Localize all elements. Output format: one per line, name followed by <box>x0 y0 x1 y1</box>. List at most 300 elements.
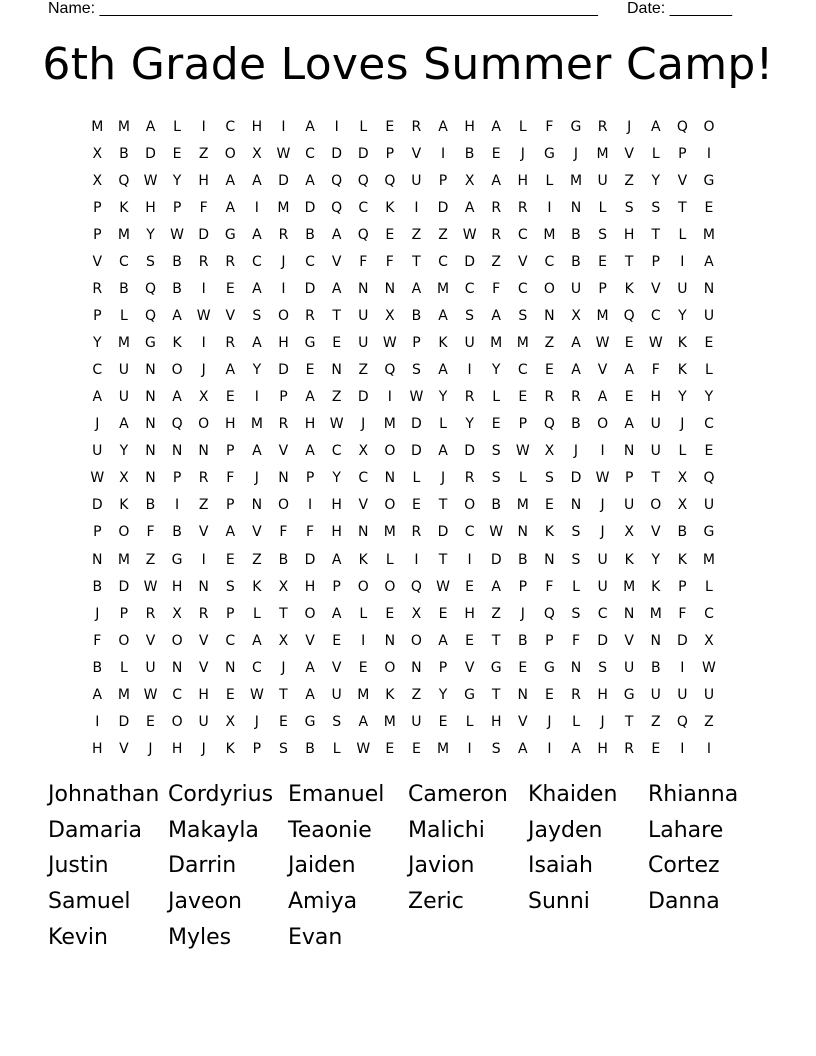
grid-letter: S <box>146 253 155 270</box>
grid-letter: M <box>702 226 715 243</box>
grid-letter: F <box>306 524 315 541</box>
grid-letter: P <box>678 578 687 595</box>
grid-letter: L <box>119 307 128 324</box>
grid-letter: J <box>95 605 100 622</box>
grid-letter: H <box>517 172 529 189</box>
grid-letter: F <box>385 253 394 270</box>
grid-letter: X <box>198 389 209 406</box>
grid-letter: B <box>92 659 103 676</box>
grid-letter: C <box>225 632 236 649</box>
grid-letter: C <box>331 443 342 460</box>
grid-letter: N <box>384 280 396 297</box>
grid-letter: L <box>518 118 527 135</box>
grid-letter: Y <box>465 416 474 433</box>
grid-letter: F <box>359 253 368 270</box>
grid-letter: Z <box>331 389 342 406</box>
grid-letter: V <box>145 632 156 649</box>
grid-letter: A <box>518 740 528 757</box>
grid-letter: R <box>464 470 475 487</box>
grid-letter: I <box>175 497 180 514</box>
word-bank-item: Emanuel <box>288 782 385 808</box>
grid-letter: J <box>201 740 206 757</box>
grid-letter: B <box>305 226 315 243</box>
grid-letter: J <box>254 470 259 487</box>
grid-letter: R <box>225 335 236 352</box>
grid-letter: W <box>462 226 477 243</box>
grid-letter: J <box>520 145 525 162</box>
word-bank-item: Kevin <box>48 924 108 950</box>
grid-letter: E <box>491 416 501 433</box>
grid-letter: U <box>650 416 661 433</box>
grid-letter: Z <box>491 605 501 622</box>
grid-letter: J <box>281 659 286 676</box>
grid-letter: L <box>572 578 580 595</box>
grid-letter: F <box>545 578 554 595</box>
grid-letter: G <box>145 335 156 352</box>
grid-letter: E <box>385 118 395 135</box>
grid-letter: P <box>252 740 262 757</box>
grid-letter: Z <box>704 713 714 730</box>
grid-letter: C <box>305 253 315 270</box>
grid-letter: Y <box>172 172 182 189</box>
grid-letter: D <box>437 199 449 216</box>
word-bank-item: Myles <box>168 924 232 950</box>
grid-letter: L <box>173 118 181 135</box>
grid-letter: V <box>119 740 129 757</box>
grid-letter: I <box>307 497 313 514</box>
grid-letter: K <box>225 740 235 757</box>
grid-letter: N <box>357 524 369 541</box>
grid-letter: N <box>145 443 156 460</box>
grid-letter: Q <box>331 172 343 189</box>
grid-letter: V <box>331 253 342 270</box>
grid-letter: W <box>595 470 610 487</box>
grid-letter: X <box>278 578 289 595</box>
grid-letter: L <box>518 470 527 487</box>
grid-letter: X <box>677 470 688 487</box>
grid-letter: O <box>224 145 236 162</box>
grid-letter: A <box>331 605 342 622</box>
word-bank-item: Jaiden <box>288 853 356 879</box>
grid-letter: D <box>357 145 369 162</box>
grid-letter: I <box>201 551 206 568</box>
grid-letter: U <box>677 280 688 297</box>
grid-letter: R <box>225 253 236 270</box>
grid-letter: L <box>651 145 660 162</box>
grid-letter: R <box>92 280 103 297</box>
grid-letter: X <box>119 470 129 487</box>
grid-letter: T <box>438 497 448 514</box>
grid-letter: P <box>93 226 102 243</box>
grid-letter: M <box>117 226 130 243</box>
grid-letter: G <box>543 145 555 162</box>
grid-letter: K <box>252 578 262 595</box>
grid-letter: F <box>199 199 208 216</box>
grid-letter: E <box>146 713 155 730</box>
word-bank-item: Lahare <box>648 817 724 843</box>
grid-letter: R <box>544 389 555 406</box>
grid-letter: X <box>385 307 395 324</box>
grid-letter: G <box>703 172 715 189</box>
word-bank-item: Cortez <box>648 853 720 879</box>
grid-letter: N <box>517 524 529 541</box>
grid-letter: B <box>172 253 182 270</box>
grid-letter: T <box>624 713 634 730</box>
grid-letter: K <box>358 551 368 568</box>
grid-letter: H <box>331 524 342 541</box>
grid-letter: Q <box>384 362 396 379</box>
grid-letter: M <box>357 686 370 703</box>
grid-letter: Q <box>623 307 635 324</box>
grid-letter: E <box>385 740 395 757</box>
grid-letter: Z <box>491 253 501 270</box>
grid-letter: N <box>570 497 582 514</box>
grid-letter: K <box>438 335 448 352</box>
grid-letter: U <box>92 443 103 460</box>
grid-letter: U <box>198 713 209 730</box>
grid-letter: L <box>678 226 687 243</box>
grid-letter: A <box>438 443 448 460</box>
grid-letter: S <box>571 524 581 541</box>
grid-letter: W <box>648 335 663 352</box>
grid-letter: R <box>198 253 209 270</box>
grid-letter: B <box>571 416 581 433</box>
grid-letter: O <box>171 362 183 379</box>
grid-letter: U <box>597 578 608 595</box>
grid-letter: Q <box>543 416 555 433</box>
grid-letter: I <box>680 659 685 676</box>
grid-letter: Z <box>411 686 422 703</box>
grid-letter: X <box>571 307 581 324</box>
grid-letter: F <box>492 280 501 297</box>
grid-letter: N <box>331 362 342 379</box>
grid-letter: D <box>676 632 688 649</box>
grid-letter: U <box>597 172 608 189</box>
grid-letter: X <box>544 443 555 460</box>
grid-letter: V <box>597 362 608 379</box>
grid-letter: U <box>703 307 715 324</box>
grid-letter: O <box>384 443 396 460</box>
grid-letter: L <box>412 470 421 487</box>
grid-letter: K <box>624 280 634 297</box>
grid-letter: S <box>491 470 501 487</box>
grid-letter: Z <box>544 335 555 352</box>
grid-letter: P <box>624 470 634 487</box>
grid-letter: A <box>145 118 156 135</box>
grid-letter: A <box>305 118 315 135</box>
grid-letter: V <box>464 659 475 676</box>
grid-letter: B <box>119 145 129 162</box>
grid-letter: N <box>650 632 661 649</box>
word-bank-item: Danna <box>648 889 720 915</box>
grid-letter: T <box>678 199 687 216</box>
grid-letter: M <box>702 551 715 568</box>
grid-letter: A <box>438 118 448 135</box>
grid-letter: K <box>119 199 129 216</box>
grid-letter: N <box>357 280 369 297</box>
grid-letter: L <box>332 740 341 757</box>
grid-letter: B <box>92 578 103 595</box>
grid-letter: N <box>544 307 555 324</box>
grid-letter: L <box>545 172 554 189</box>
grid-letter: X <box>92 145 103 162</box>
grid-letter: V <box>198 632 209 649</box>
grid-letter: S <box>332 713 342 730</box>
grid-letter: P <box>305 470 315 487</box>
grid-letter: C <box>92 362 103 379</box>
grid-letter: M <box>91 118 104 135</box>
grid-letter: I <box>600 443 605 460</box>
grid-letter: C <box>225 118 236 135</box>
grid-letter: W <box>595 335 610 352</box>
grid-letter: D <box>198 226 210 243</box>
grid-letter: T <box>624 253 634 270</box>
grid-letter: E <box>491 145 501 162</box>
grid-letter: R <box>571 389 581 406</box>
grid-letter: M <box>250 416 263 433</box>
grid-letter: K <box>544 524 554 541</box>
grid-letter: H <box>623 226 635 243</box>
grid-letter: W <box>90 470 105 487</box>
grid-letter: E <box>704 199 714 216</box>
grid-letter: X <box>464 172 475 189</box>
grid-letter: P <box>545 632 554 649</box>
grid-letter: C <box>464 524 475 541</box>
grid-letter: U <box>650 443 661 460</box>
grid-letter: A <box>597 389 608 406</box>
grid-letter: I <box>706 740 712 757</box>
grid-letter: N <box>384 470 396 487</box>
grid-letter: W <box>143 578 158 595</box>
grid-letter: J <box>547 713 552 730</box>
grid-letter: O <box>650 497 662 514</box>
grid-letter: E <box>544 686 554 703</box>
grid-letter: U <box>624 497 635 514</box>
grid-letter: X <box>225 713 236 730</box>
grid-letter: D <box>278 172 289 189</box>
grid-letter: L <box>705 578 713 595</box>
grid-letter: B <box>464 145 475 162</box>
grid-letter: A <box>624 362 634 379</box>
grid-letter: W <box>170 226 184 243</box>
grid-letter: R <box>517 199 528 216</box>
grid-letter: S <box>571 605 581 622</box>
grid-letter: H <box>251 118 263 135</box>
grid-letter: E <box>438 605 448 622</box>
grid-letter: A <box>571 740 581 757</box>
grid-letter: A <box>331 280 342 297</box>
grid-letter: J <box>600 713 605 730</box>
grid-letter: B <box>650 659 661 676</box>
grid-letter: C <box>597 605 608 622</box>
grid-letter: D <box>304 551 316 568</box>
grid-letter: Q <box>703 470 715 487</box>
grid-letter: K <box>385 199 395 216</box>
word-bank-item: Teaonie <box>288 817 372 843</box>
grid-letter: G <box>464 686 476 703</box>
grid-letter: X <box>358 443 369 460</box>
grid-letter: M <box>436 280 450 297</box>
grid-letter: T <box>491 686 501 703</box>
grid-letter: O <box>357 578 369 595</box>
grid-letter: H <box>304 578 316 595</box>
grid-letter: Y <box>491 362 501 379</box>
grid-letter: L <box>439 416 447 433</box>
grid-letter: M <box>117 551 130 568</box>
grid-letter: O <box>384 659 396 676</box>
grid-letter: R <box>145 605 156 622</box>
grid-letter: V <box>305 632 315 649</box>
grid-letter: I <box>467 551 472 568</box>
grid-letter: E <box>704 443 714 460</box>
grid-letter: W <box>249 686 264 703</box>
grid-letter: A <box>305 659 315 676</box>
grid-letter: T <box>438 551 448 568</box>
grid-letter: F <box>226 470 235 487</box>
grid-letter: L <box>465 713 474 730</box>
grid-letter: M <box>117 118 130 135</box>
grid-letter: A <box>305 389 315 406</box>
grid-letter: K <box>677 551 687 568</box>
grid-letter: V <box>677 172 688 189</box>
grid-letter: D <box>145 145 156 162</box>
grid-letter: E <box>544 362 554 379</box>
grid-letter: U <box>570 280 582 297</box>
grid-letter: I <box>467 740 472 757</box>
grid-letter: I <box>281 280 286 297</box>
grid-letter: X <box>92 172 103 189</box>
grid-letter: G <box>304 713 316 730</box>
grid-letter: A <box>252 172 262 189</box>
grid-letter: U <box>464 335 475 352</box>
grid-letter: Y <box>704 389 714 406</box>
grid-letter: P <box>279 389 288 406</box>
grid-letter: N <box>570 659 582 676</box>
grid-letter: M <box>649 605 662 622</box>
grid-letter: F <box>651 362 660 379</box>
grid-letter: J <box>201 362 206 379</box>
grid-letter: V <box>198 524 209 541</box>
grid-letter: Y <box>678 389 687 406</box>
grid-letter: J <box>148 740 153 757</box>
grid-letter: N <box>171 443 183 460</box>
grid-letter: P <box>172 470 182 487</box>
grid-letter: L <box>359 118 368 135</box>
grid-letter: N <box>198 578 209 595</box>
word-bank-item: Evan <box>288 924 343 950</box>
grid-letter: E <box>411 497 421 514</box>
grid-letter: O <box>384 497 396 514</box>
grid-letter: R <box>198 470 209 487</box>
grid-letter: V <box>278 443 289 460</box>
grid-letter: E <box>544 497 554 514</box>
grid-letter: S <box>624 199 634 216</box>
grid-letter: M <box>596 307 609 324</box>
grid-letter: O <box>543 280 555 297</box>
grid-letter: R <box>278 416 289 433</box>
grid-letter: K <box>651 578 661 595</box>
grid-letter: I <box>201 118 206 135</box>
grid-letter: N <box>623 443 635 460</box>
grid-letter: A <box>491 578 501 595</box>
grid-letter: T <box>279 686 288 703</box>
word-bank-item: Cameron <box>408 782 508 808</box>
grid-letter: C <box>517 226 528 243</box>
word-bank-item: Amiya <box>288 889 358 915</box>
grid-letter: P <box>93 199 102 216</box>
grid-letter: M <box>569 172 583 189</box>
grid-letter: L <box>678 443 687 460</box>
grid-letter: F <box>93 632 102 649</box>
grid-letter: R <box>491 199 502 216</box>
grid-letter: S <box>544 470 554 487</box>
grid-letter: E <box>225 389 235 406</box>
grid-letter: X <box>704 632 714 649</box>
grid-letter: W <box>356 740 371 757</box>
grid-letter: J <box>573 443 579 460</box>
grid-letter: Q <box>676 118 688 135</box>
grid-letter: A <box>438 632 448 649</box>
grid-letter: R <box>278 226 289 243</box>
grid-letter: M <box>543 226 556 243</box>
grid-letter: H <box>304 416 316 433</box>
grid-letter: N <box>703 280 715 297</box>
grid-letter: P <box>518 416 528 433</box>
grid-letter: F <box>571 632 581 649</box>
grid-letter: A <box>252 280 262 297</box>
grid-letter: M <box>623 578 636 595</box>
word-bank-item: Javion <box>408 853 475 879</box>
grid-letter: O <box>384 578 396 595</box>
grid-letter: B <box>517 551 528 568</box>
grid-letter: B <box>172 524 182 541</box>
word-bank-item: Sunni <box>528 889 590 915</box>
grid-letter: A <box>571 335 581 352</box>
grid-letter: C <box>251 659 262 676</box>
grid-letter: N <box>198 443 209 460</box>
grid-letter: A <box>252 443 262 460</box>
grid-letter: U <box>677 686 688 703</box>
grid-letter: R <box>305 307 315 324</box>
grid-letter: U <box>703 686 715 703</box>
grid-letter: J <box>95 416 100 433</box>
grid-letter: S <box>491 443 501 460</box>
grid-letter: P <box>412 335 421 352</box>
word-bank-item: Justin <box>48 853 109 879</box>
word-bank-item: Isaiah <box>528 853 593 879</box>
grid-letter: A <box>172 389 182 406</box>
grid-letter: V <box>411 145 422 162</box>
grid-letter: D <box>331 145 343 162</box>
grid-letter: V <box>331 659 342 676</box>
word-bank-item: Zeric <box>408 889 464 915</box>
grid-letter: D <box>464 253 475 270</box>
grid-letter: U <box>703 497 715 514</box>
grid-letter: B <box>305 740 315 757</box>
grid-letter: C <box>172 686 182 703</box>
date-field-label: Date: _______ <box>627 0 732 17</box>
grid-letter: C <box>251 253 262 270</box>
grid-letter: E <box>651 740 661 757</box>
grid-letter: D <box>357 389 369 406</box>
grid-letter: D <box>411 416 422 433</box>
grid-letter: H <box>331 497 342 514</box>
grid-letter: V <box>518 713 528 730</box>
grid-letter: M <box>596 145 609 162</box>
grid-letter: S <box>571 551 581 568</box>
grid-letter: A <box>358 713 369 730</box>
grid-letter: G <box>171 551 183 568</box>
